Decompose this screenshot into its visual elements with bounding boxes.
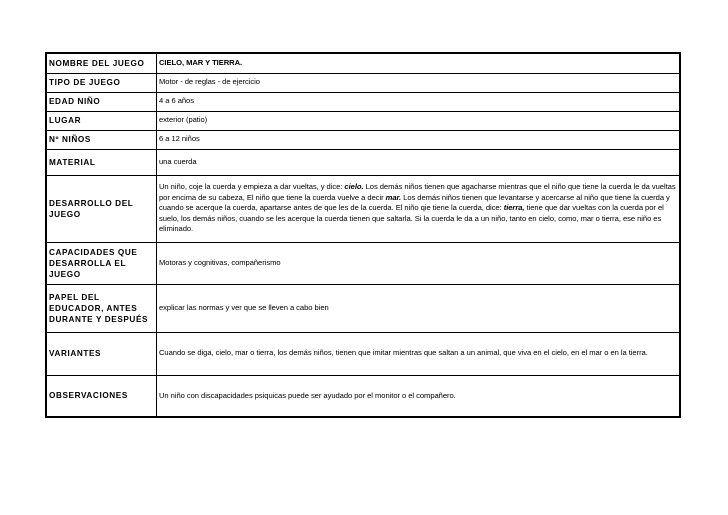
table-row: [46, 284, 680, 332]
text-part: Los demás niños tienen que agacharse mientras que el niño que tiene la cuerda le da vueltas por encima de su cabeza, El niño que tiene la cuerda vuelve a decir: [159, 182, 676, 202]
keyword-tierra: tierra,: [503, 203, 525, 213]
table-row: [46, 130, 680, 149]
table-row: [46, 175, 680, 242]
table-row: [46, 149, 680, 175]
row-label: Nº NIÑOS: [46, 130, 157, 149]
table-row: [46, 73, 680, 92]
table-row: [46, 375, 680, 417]
row-label: DESARROLLO DEL JUEGO: [46, 175, 157, 242]
row-value: Motoras y cognitivas, compañerismo: [157, 242, 681, 284]
row-label: NOMBRE DEL JUEGO: [46, 53, 157, 73]
row-label: PAPEL DEL EDUCADOR, ANTES DURANTE Y DESPUÉS: [46, 284, 157, 332]
game-info-table: [45, 52, 681, 418]
row-value: 6 a 12 niños: [157, 130, 681, 149]
row-value: explicar las normas y ver que se lleven a cabo bien: [157, 284, 681, 332]
row-label: TIPO DE JUEGO: [46, 73, 157, 92]
text-part: Un niño, coje la cuerda y empieza a dar vueltas, y dice:: [159, 182, 345, 192]
row-label: MATERIAL: [46, 149, 157, 175]
row-value: Un niño con discapacidades psiquicas puede ser ayudado por el monitor o el compañero.: [157, 375, 681, 417]
table-row: [46, 242, 680, 284]
row-value: una cuerda: [157, 149, 681, 175]
keyword-cielo: cielo.: [344, 182, 364, 192]
row-value: 4 a 6 años: [157, 92, 681, 111]
table-row: [46, 111, 680, 130]
table-row: [46, 92, 680, 111]
row-label: EDAD NIÑO: [46, 92, 157, 111]
row-label: LUGAR: [46, 111, 157, 130]
row-value: exterior (patio): [157, 111, 681, 130]
development-value: [157, 175, 681, 242]
game-sheet: [45, 52, 681, 418]
row-value: Motor - de reglas - de ejercicio: [157, 73, 681, 92]
text-part: tiene que dar vueltas con la cuerda por el suelo, los demás niños, cuando se les acerque la cuerda tienen que saltarla. Si la cuerda le da a un niño, tanto en cielo, como, mar o tierra, ese niño es eliminado.: [159, 203, 664, 234]
text-part: Los demás niños tienen que levantarse y acercarse al niño que tiene la cuerda y cuando se acerque la cuerda, apartarse antes de que les de la cuerda. El niño qie tiene la cuerda, dice:: [159, 192, 670, 213]
game-name-value: CIELO, MAR Y TIERRA.: [157, 53, 681, 73]
row-label: CAPACIDADES QUE DESARROLLA EL JUEGO: [46, 242, 157, 284]
row-value: Cuando se diga, cielo, mar o tierra, los demás niños, tienen que imitar mientras que saltan a un animal, que viva en el cielo, en el mar o en la tierra.: [157, 332, 681, 375]
keyword-mar: mar.: [385, 192, 402, 202]
table-row: [46, 332, 680, 375]
row-label: VARIANTES: [46, 332, 157, 375]
table-row: [46, 53, 680, 73]
row-label: OBSERVACIONES: [46, 375, 157, 417]
